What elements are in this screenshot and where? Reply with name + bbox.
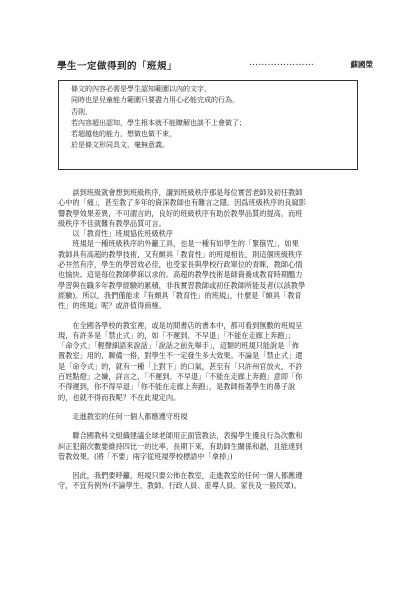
section-heading: 以「教育性」班規協佐班級秩序: [58, 229, 174, 239]
body-line: 響教學效果差異，不可謂言的，良好的班級秩序有助於教學品質的提高，而班: [58, 208, 303, 218]
quote-line: 否則，: [71, 107, 92, 116]
quote-line: 若內容超出認知，學生根本就不能瞭解也談不上會做了；: [71, 118, 246, 127]
body-line: 不得遲到，你不得早退」「你不能在走廊上奔跑」，是教師指著學生的鼻子說: [58, 382, 296, 392]
body-line: 現，有許多是「禁止式」的，如「不遲到、不早退」「不能在走廊上奔跑」；: [58, 330, 296, 340]
section4-paragraph: [58, 471, 364, 492]
title-dot-leader: …………………: [249, 58, 315, 68]
body-line: 的，也就不得而我呢？不在此規定內。: [58, 392, 181, 402]
section2-paragraph: [58, 321, 364, 403]
title-row: [57, 58, 377, 74]
body-line: 置教室」用的，聊備一格，對學生不一定發生多大效果。不論是「禁止式」還: [58, 351, 303, 361]
quote-line: 若超越他的能力，想做也做不來，: [71, 130, 176, 139]
body-line: 是「命令式」的，就有一種「上對下」的口氣，甚至有「只許州官放火，不許: [58, 361, 303, 371]
body-line: 管教效果。(將「不要」兩字從班規學校標語中「拿掉」): [58, 451, 233, 461]
body-line: 談到班級就會想到班級秩序，講到班級秩序那是每位實習老師及初任教師: [58, 188, 303, 197]
body-line: 班規是一種班級秩序的外籬工具，也是一種有如學生的「緊箍咒」，如果: [58, 239, 299, 249]
body-line: 心中的「痛」，甚至教了多年的資深教師也有難言之隱。因爲班級秩序的良窳影: [58, 198, 306, 208]
body-line: 糾正犯錯次數要維持四比一的比率，長期下來，有助師生關係和諧，且能達到: [58, 441, 303, 451]
quote-box: [58, 80, 358, 170]
body-line: 學習與在職多年教學經驗的累積，非我實習教師或初任教師所能及者(以該教學: [58, 280, 306, 290]
body-line: 聯合國教科文組織建議全球老師用正面管教法，表揚學生優良行為次數和: [58, 431, 303, 441]
quote-line: 同時也是兒童能力範圍只要盡力用心必能完成的行為，: [71, 96, 239, 105]
body-line: 必井然有序，學生的學習效必佳，也受家長與學校行政單位的青睞，教師心情: [58, 260, 303, 270]
body-line: 也愉快。這是每位教師夢寐以求的。高超的教學技術是師資養成教育時期醞力: [58, 270, 303, 280]
section3-paragraph: [58, 431, 364, 462]
quote-line: 條文的內容必需是學生認知範圍以內的文字，: [71, 85, 211, 93]
intro-paragraph: [58, 188, 364, 229]
body-line: 因此，我們要呼籲，班規只要公佈在教室，走進教室的任何一個人都應遵: [58, 471, 303, 481]
section-heading: 走進教室的任何一個人都應遵守班規: [58, 411, 188, 421]
article-title: 學生一定做得到的「班規」: [57, 61, 178, 72]
body-line: 百姓點燈」之嫌，詳言之，「不遲到、不早退」「不能在走廊上奔跑」意即「你: [58, 372, 303, 382]
body-line: 「命令式」「輕聲細語來說話」「說話之前先舉手」，這類的班規只能說是「佈: [58, 341, 299, 351]
body-line: 教師具有高超的教學技術，又有頗具「教育性」的班規相佐，則這個班級秩序: [58, 249, 303, 259]
body-line: 級秩序不佳就難有教學品質可言。: [58, 218, 166, 228]
article-body: [58, 188, 364, 492]
body-line: 守，不宜有例外(不論學生、教師、行政人員、蒞導人員、家長及一般民眾)。: [58, 481, 301, 491]
body-line: 在全國各學校的教室裡，或是坊間書店的書本中，都可看到無數的班規呈: [58, 320, 303, 330]
section1-paragraph: [58, 239, 364, 311]
body-line: 經驗)。所以，我們僅能求『有頗具「教育性」的班規』，什麼是『頗具「教育: [58, 290, 302, 300]
author-name: 蘇國榮: [350, 60, 373, 69]
quote-line: 於是條文形同具文，毫無意義。: [71, 141, 169, 150]
body-line: 性」的班規』呢？或許值得商榷。: [58, 301, 166, 311]
